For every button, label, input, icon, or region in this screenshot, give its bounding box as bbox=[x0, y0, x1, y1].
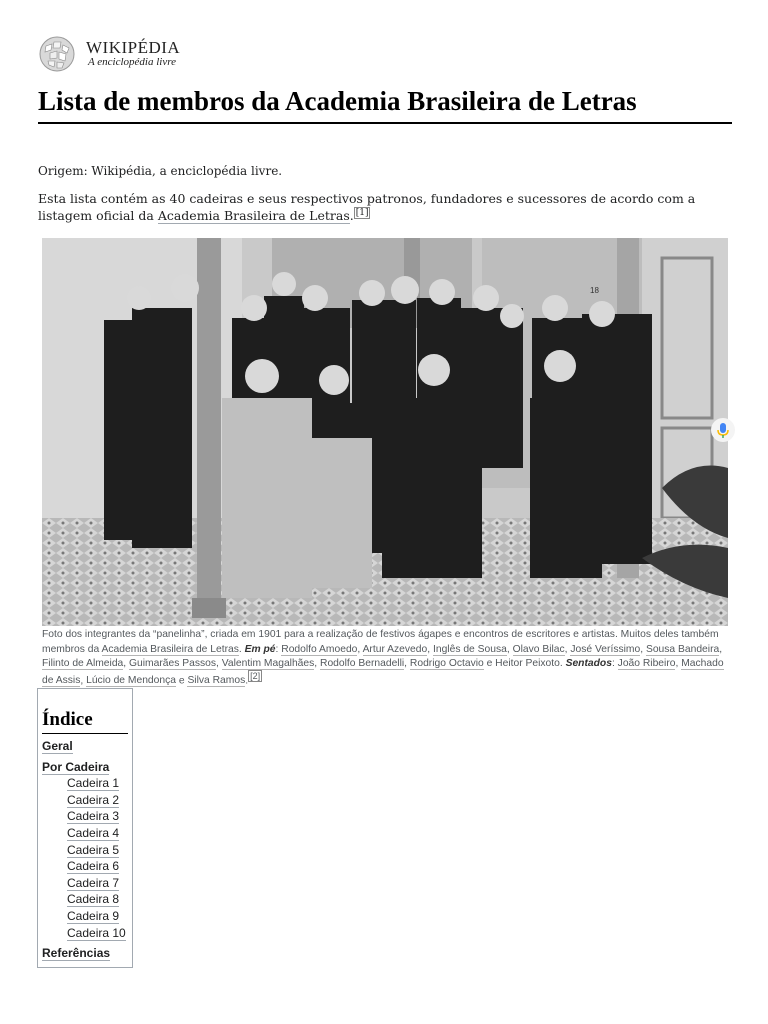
microphone-icon bbox=[711, 418, 735, 442]
table-of-contents bbox=[37, 688, 133, 968]
toc-item-label[interactable]: Cadeira 7 bbox=[67, 875, 120, 890]
person-link[interactable]: Rodrigo Octavio bbox=[409, 658, 484, 669]
voice-search-button[interactable] bbox=[711, 418, 735, 442]
person-link[interactable]: Filinto de Almeida bbox=[42, 658, 124, 669]
caption-text-1: Foto dos integrantes da “panelinha”, criada em 1901 para a realização de festivos ágapes e encontros de escritores e artistas. Muitos deles também membros da bbox=[42, 629, 719, 655]
toc-item-cadeira-5[interactable] bbox=[42, 842, 128, 859]
toc-item-cadeira-3[interactable] bbox=[42, 808, 128, 825]
reference-1[interactable]: [1] bbox=[355, 207, 369, 218]
page-title: Lista de membros da Academia Brasileira de Letras bbox=[38, 86, 732, 124]
site-header bbox=[38, 36, 338, 76]
person-link[interactable]: Sousa Bandeira bbox=[645, 643, 720, 655]
toc-item-label[interactable]: Por Cadeira bbox=[42, 759, 110, 774]
person-link[interactable]: Artur Azevedo bbox=[362, 643, 428, 655]
photo-number-marker: 18 bbox=[590, 286, 599, 295]
toc-item-label[interactable]: Cadeira 1 bbox=[67, 776, 120, 791]
toc-item-cadeira-6[interactable] bbox=[42, 858, 128, 875]
toc-item-por-cadeira[interactable] bbox=[42, 759, 128, 776]
person-link[interactable]: Machado de Assis bbox=[42, 658, 724, 686]
intro-paragraph: Esta lista contém as 40 cadeiras e seus respectivos patronos, fundadores e sucessores de acordo com a listagem oficial da Academia Brasileira de Letras. [1] bbox=[38, 191, 696, 223]
person-link[interactable]: Lúcio de Mendonça bbox=[86, 674, 176, 686]
origin-line: Origem: Wikipédia, a enciclopédia livre. bbox=[38, 164, 283, 178]
person-link[interactable]: Guimarães Passos bbox=[129, 658, 217, 669]
person-link[interactable]: Inglês de Sousa bbox=[432, 643, 507, 655]
caption-text-2: . bbox=[238, 643, 245, 655]
toc-item-cadeira-2[interactable] bbox=[42, 792, 128, 809]
academia-link[interactable]: Academia Brasileira de Letras bbox=[157, 208, 350, 223]
reference-2[interactable]: [2] bbox=[250, 670, 261, 681]
person-link[interactable]: José Veríssimo bbox=[570, 643, 641, 655]
group-photo-image bbox=[42, 238, 728, 626]
toc-item-label[interactable]: Cadeira 8 bbox=[67, 892, 120, 907]
toc-item-cadeira-10[interactable] bbox=[42, 925, 128, 942]
toc-item-cadeira-9[interactable] bbox=[42, 908, 128, 925]
site-tagline: A enciclopédia livre bbox=[88, 56, 176, 68]
caption-sentados-label: Sentados bbox=[565, 658, 612, 669]
toc-item-label[interactable]: Cadeira 5 bbox=[67, 842, 120, 857]
caption-em-pe-label: Em pé bbox=[244, 643, 276, 655]
person-link[interactable]: Rodolfo Amoedo bbox=[281, 643, 358, 655]
toc-item-label[interactable]: Cadeira 4 bbox=[67, 825, 120, 840]
caption-academia-link[interactable]: Academia Brasileira de Letras bbox=[101, 643, 239, 655]
person-link[interactable]: Silva Ramos bbox=[187, 674, 246, 686]
person-link[interactable]: João Ribeiro bbox=[617, 658, 676, 669]
toc-item-cadeira-8[interactable] bbox=[42, 891, 128, 908]
person-link[interactable]: Rodolfo Bernadelli bbox=[320, 658, 405, 669]
photo-caption: Foto dos integrantes da “panelinha”, criada em 1901 para a realização de festivos ágapes e encontros de escritores e artistas. Muitos deles também membros da Academia Brasileira de Letras. Em pé: Rodolfo Amoedo, Artur Azevedo, Inglês de Sousa, Olavo Bilac, José Veríssimo, Sousa Bandeira, Filinto de Almeida, Guimarães Passos, Valentim Magalhães, Rodolfo Bernadelli, Rodrigo Octavio e Heitor Peixoto. Sentados: João Ribeiro, Machado de Assis, Lúcio de Mendonça e Silva Ramos. [2] bbox=[42, 629, 724, 686]
toc-item-label[interactable]: Cadeira 3 bbox=[67, 809, 120, 824]
toc-item-label[interactable]: Geral bbox=[42, 739, 73, 753]
person-link[interactable]: Valentim Magalhães bbox=[221, 658, 315, 669]
toc-item-referencias[interactable] bbox=[42, 945, 128, 962]
toc-item-label[interactable]: Referências bbox=[42, 946, 111, 961]
person-link[interactable]: Olavo Bilac bbox=[512, 643, 565, 655]
site-name[interactable]: WIKIPÉDIA bbox=[86, 38, 181, 57]
caption-last-standing: e Heitor Peixoto. bbox=[483, 658, 566, 669]
toc-item-cadeira-4[interactable] bbox=[42, 825, 128, 842]
toc-item-cadeira-7[interactable] bbox=[42, 875, 128, 892]
intro-text: Esta lista contém as 40 cadeiras e seus respectivos patronos, fundadores e sucessores de acordo com a listagem oficial da bbox=[38, 191, 696, 223]
group-photo[interactable] bbox=[42, 238, 728, 626]
toc-item-label[interactable]: Cadeira 9 bbox=[67, 908, 120, 923]
toc-item-label[interactable]: Cadeira 10 bbox=[67, 925, 126, 940]
toc-item-geral[interactable] bbox=[42, 738, 128, 755]
wikipedia-globe-icon[interactable] bbox=[38, 36, 78, 72]
toc-item-label[interactable]: Cadeira 2 bbox=[67, 792, 120, 807]
toc-item-cadeira-1[interactable] bbox=[42, 775, 128, 792]
toc-item-label[interactable]: Cadeira 6 bbox=[67, 859, 120, 874]
toc-title: Índice bbox=[42, 709, 128, 734]
